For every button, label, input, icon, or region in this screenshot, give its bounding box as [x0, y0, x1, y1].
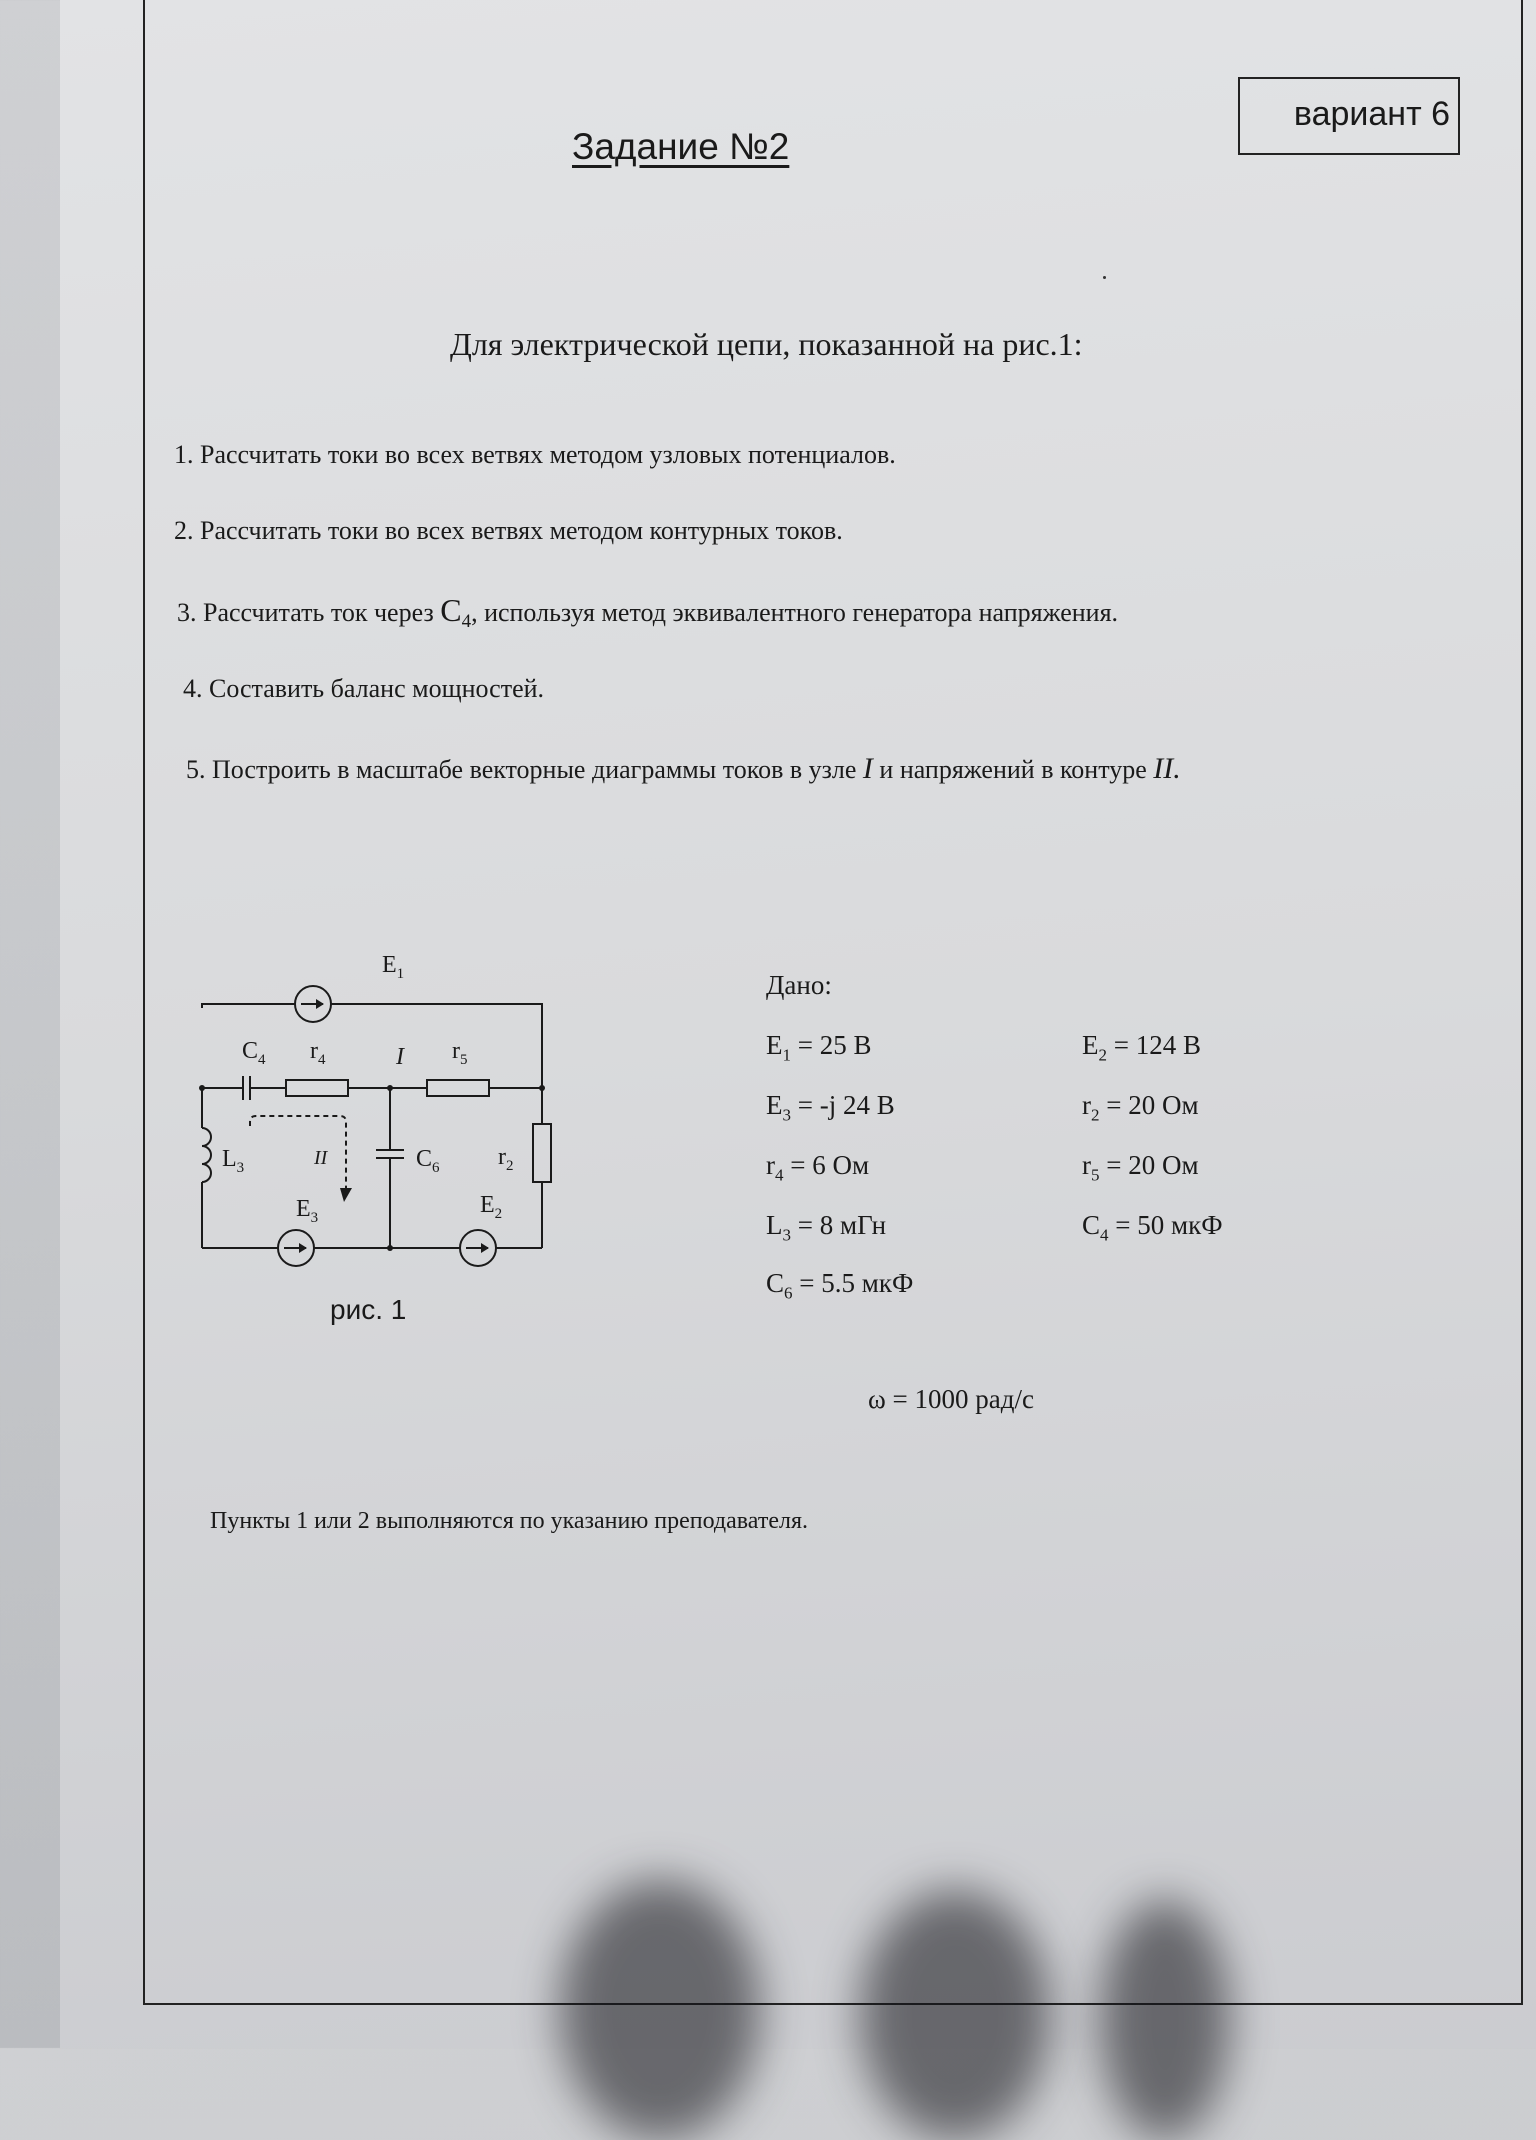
given-e3: $E_3 = -j$ 24 В	[766, 1090, 895, 1125]
inductor-l3-symbol	[202, 1128, 211, 1182]
shadow-blob	[560, 1880, 760, 2140]
svg-text:r4: $r_4$	[310, 1038, 326, 1068]
svg-text:L3: $L_3$	[222, 1146, 245, 1176]
resistor-r5-symbol	[427, 1080, 489, 1096]
variant-box: вариант 6	[1238, 77, 1460, 155]
footnote: Пункты 1 или 2 выполняются по указанию преподавателя.	[210, 1508, 808, 1534]
svg-text:E2: $E_2$	[480, 1192, 503, 1222]
shadow-blob	[860, 1890, 1050, 2140]
svg-text:I: I	[396, 1044, 404, 1070]
svg-text:E1: $E_1$	[382, 952, 405, 982]
task-1: 1. Рассчитать токи во всех ветвях методом узловых потенциалов.	[174, 440, 896, 469]
given-c4: $C_4 = 50$ мкФ	[1082, 1210, 1223, 1245]
svg-text:C6: $C_6$	[416, 1146, 440, 1176]
shadow-blob	[1100, 1900, 1230, 2140]
figure-caption: рис. 1	[330, 1294, 407, 1325]
svg-text:C4: $C_4$	[242, 1038, 266, 1068]
svg-text:E3: $E_3$	[296, 1196, 319, 1226]
stray-dot	[1103, 276, 1106, 279]
task-3: 3. Рассчитать ток через $C_4$, используя метод эквивалентного генератора напряжения.	[177, 592, 1119, 633]
given-e1: $E_1 = 25$ В	[766, 1030, 872, 1065]
given-r5: $r_5 = 20$ Ом	[1082, 1150, 1199, 1185]
resistor-r2-symbol	[533, 1124, 551, 1182]
page-title: Задание №2	[572, 126, 790, 167]
task-4: 4. Составить баланс мощностей.	[183, 674, 545, 703]
svg-text:r5: $r_5$	[452, 1038, 468, 1068]
task-2: 2. Рассчитать токи во всех ветвях методом контурных токов.	[174, 516, 843, 545]
svg-text:II: II	[314, 1147, 328, 1169]
circuit-diagram	[190, 948, 590, 1278]
omega-value: ω = 1000 рад/с	[868, 1384, 1034, 1414]
given-c6: $C_6 = 5.5$ мкФ	[766, 1268, 914, 1303]
task-5: 5. Построить в масштабе векторные диаграммы токов в узле I и напряжений в контуре II.	[186, 752, 1181, 785]
given-r4: $r_4 = 6$ Ом	[766, 1150, 870, 1185]
svg-text:r2: $r_2$	[498, 1144, 514, 1174]
intro-text: Для электрической цепи, показанной на рис.1:	[450, 326, 1083, 362]
given-r2: $r_2 = 20$ Ом	[1082, 1090, 1199, 1125]
given-heading: Дано:	[766, 970, 832, 1000]
given-l3: $L_3 = 8$ мГн	[766, 1210, 887, 1245]
resistor-r4-symbol	[286, 1080, 348, 1096]
given-e2: $E_2 = 124$ В	[1082, 1030, 1201, 1065]
